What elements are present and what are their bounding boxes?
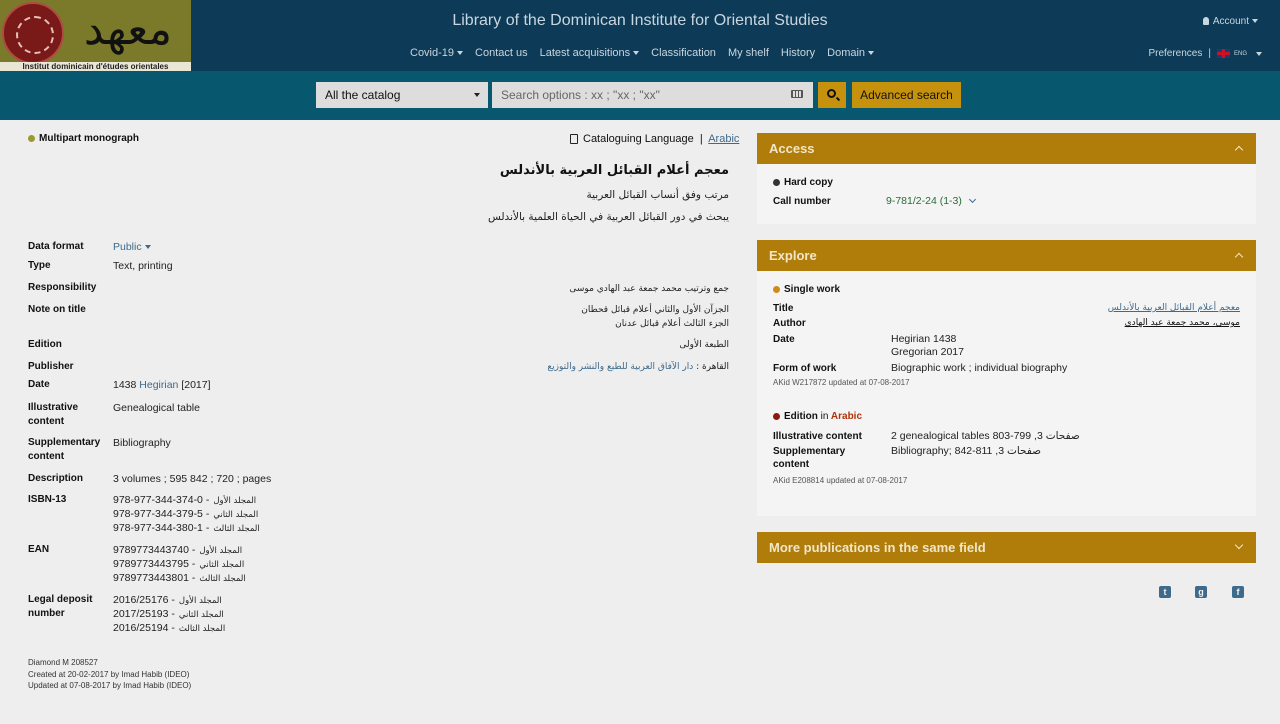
- edition-in: in: [820, 411, 829, 422]
- isbn-volume: المجلد الأول: [213, 496, 257, 506]
- access-panel-header[interactable]: [757, 133, 1256, 164]
- caret-down-icon: [633, 51, 639, 55]
- edition-heading: [773, 410, 973, 423]
- twitter-icon[interactable]: t: [1159, 586, 1171, 598]
- access-panel: [757, 133, 1256, 224]
- search-icon: [827, 89, 836, 98]
- isbn-label: ISBN-13: [28, 494, 67, 505]
- edition-akid: AKid E208814 updated at 07-08-2017: [773, 476, 908, 485]
- legal-deposit-number: 2017/25193 -: [113, 608, 175, 620]
- explore-heading: Explore: [769, 248, 817, 263]
- publisher-label: Publisher: [28, 361, 74, 372]
- nav-contact[interactable]: Contact us: [475, 47, 528, 59]
- edition-language: Arabic: [830, 411, 863, 422]
- ean-number: 9789773443801 -: [113, 572, 196, 584]
- responsibility-value: جمع وترتيب محمد جمعة عبد الهادي موسى: [569, 284, 729, 294]
- cataloguing-language-link[interactable]: Arabic: [708, 133, 740, 145]
- caret-down-icon: [474, 93, 480, 97]
- ean-volume: المجلد الثاني: [199, 560, 245, 570]
- isbn-row: [113, 521, 260, 536]
- cataloguing-language-label: Cataloguing Language: [583, 133, 694, 145]
- edition-supplementary-value: Bibliography; 842-811 ,3 صفحات: [891, 445, 1042, 457]
- edition-value: الطبعة الأولى: [679, 340, 729, 350]
- isbn-volume: المجلد الثالث: [213, 524, 260, 534]
- single-work-label: Single work: [784, 284, 841, 295]
- preferences-link[interactable]: Preferences: [1148, 48, 1203, 59]
- rosette-emblem-icon: [2, 2, 64, 64]
- chevron-down-icon: [1235, 541, 1243, 549]
- separator: |: [1208, 48, 1211, 59]
- chevron-up-icon: [1235, 253, 1243, 261]
- supplementary-content-label: Supplementary content: [28, 437, 101, 462]
- date-gregorian: [2017]: [181, 379, 211, 391]
- hard-copy: [773, 176, 883, 189]
- top-header: [0, 0, 1280, 71]
- work-author-label: Author: [773, 318, 806, 329]
- ean-number: 9789773443795 -: [113, 558, 196, 570]
- legal-deposit-volume: المجلد الثاني: [178, 610, 224, 620]
- hard-copy-label: Hard copy: [784, 177, 833, 188]
- work-author-link[interactable]: موسى، محمد جمعة عبد الهادي: [1124, 318, 1240, 328]
- caret-down-icon: [145, 245, 151, 249]
- institute-logo[interactable]: [0, 0, 191, 71]
- legal-deposit-number: 2016/25176 -: [113, 594, 175, 606]
- record-title: معجم أعلام القبائل العربية بالأندلس: [499, 163, 729, 178]
- explore-panel-header[interactable]: [757, 240, 1256, 271]
- legal-deposit-row: [113, 593, 222, 608]
- ean-row: [113, 557, 244, 572]
- data-format-label: Data format: [28, 241, 84, 252]
- account-menu[interactable]: [1203, 16, 1258, 27]
- access-heading: Access: [769, 141, 815, 156]
- chevron-up-icon: [1235, 146, 1243, 154]
- search-input[interactable]: [492, 82, 813, 108]
- legal-deposit-volume: المجلد الثالث: [178, 624, 226, 634]
- work-date-hegirian: Hegirian 1438: [891, 333, 957, 345]
- form-of-work-value: Biographic work ; individual biography: [891, 362, 1068, 374]
- separator: |: [696, 133, 709, 145]
- ean-row: [113, 571, 246, 586]
- work-title-link[interactable]: معجم أعلام القبائل العربية بالأندلس: [1107, 303, 1240, 313]
- hard-copy-dot: [773, 179, 780, 186]
- cataloguing-language: [570, 133, 739, 145]
- caret-down-icon: [868, 51, 874, 55]
- ean-volume: المجلد الأول: [199, 546, 243, 556]
- legal-deposit-row: [113, 607, 224, 622]
- ean-row: [113, 543, 242, 558]
- date-number: 1438: [113, 379, 137, 391]
- illustrative-content-label: Illustrative content: [28, 402, 79, 427]
- work-date-label: Date: [773, 334, 795, 345]
- legal-deposit-label: Legal deposit number: [28, 594, 93, 619]
- type-label: Type: [28, 260, 51, 271]
- call-number-toggle[interactable]: [886, 195, 975, 208]
- record-updated: Updated at 07-08-2017 by Imad Habib (IDEO): [28, 681, 192, 690]
- language-caret-down-icon[interactable]: [1256, 52, 1262, 56]
- note-on-title-label: Note on title: [28, 304, 86, 315]
- nav-my-shelf[interactable]: My shelf: [727, 47, 769, 59]
- isbn-row: [113, 507, 258, 522]
- explore-panel: [757, 240, 1256, 516]
- legal-deposit-number: 2016/25194 -: [113, 622, 175, 634]
- catalog-scope-select[interactable]: [316, 82, 488, 108]
- data-format-select[interactable]: [113, 240, 151, 254]
- call-number-value: 9-781/2-24 (1-3): [886, 195, 962, 207]
- publisher-link[interactable]: دار الآفاق العربية للطبع والنشر والتوزيع: [547, 362, 694, 372]
- main-nav: [410, 47, 886, 59]
- nav-latest-acquisitions[interactable]: [540, 47, 640, 59]
- logo-arabic-calligraphy: معهد: [83, 4, 173, 55]
- book-icon: [570, 134, 578, 144]
- logo-caption: Institut dominicain d'études orientales: [0, 62, 191, 71]
- description-label: Description: [28, 473, 84, 484]
- more-publications-header[interactable]: [757, 532, 1256, 563]
- user-icon: [1203, 17, 1209, 25]
- search-bar: [0, 71, 1280, 120]
- isbn-number: 978-977-344-379-5 -: [113, 508, 210, 520]
- edition-dot: [773, 413, 780, 420]
- isbn-number: 978-977-344-374-0 -: [113, 494, 210, 506]
- date-calendar-link[interactable]: Hegirian: [139, 379, 179, 391]
- responsibility-label: Responsibility: [28, 282, 97, 293]
- publisher-value: [547, 360, 729, 374]
- record-type: [28, 133, 139, 144]
- nav-classification[interactable]: Classification: [651, 47, 716, 59]
- edition-illustrative-value: 2 genealogical tables 803-799 ,3 صفحات: [891, 430, 1080, 442]
- nav-label: Covid-19: [410, 47, 455, 59]
- record-type-dot: [28, 135, 35, 142]
- language-code: ENG: [1233, 50, 1247, 57]
- legal-deposit-volume: المجلد الأول: [178, 596, 222, 606]
- ean-number: 9789773443740 -: [113, 544, 196, 556]
- date-label: Date: [28, 379, 50, 390]
- isbn-row: [113, 493, 256, 508]
- search-button[interactable]: [818, 82, 846, 108]
- more-publications-heading: More publications in the same field: [769, 540, 986, 555]
- illustrative-content-value: Genealogical table: [113, 402, 200, 414]
- nav-label: Domain: [827, 47, 866, 59]
- ean-volume: المجلد الثالث: [199, 574, 246, 584]
- flag-uk-icon[interactable]: [1217, 49, 1230, 58]
- advanced-search-button[interactable]: Advanced search: [852, 82, 961, 108]
- record-created: Created at 20-02-2017 by Imad Habib (IDEO): [28, 670, 190, 679]
- google-plus-icon[interactable]: g: [1195, 586, 1207, 598]
- work-date-gregorian: Gregorian 2017: [891, 346, 964, 358]
- data-format-value: Public: [113, 241, 142, 253]
- nav-covid[interactable]: [410, 47, 463, 59]
- single-work: [773, 283, 883, 296]
- caret-down-icon: [1252, 19, 1258, 23]
- edition-supplementary-label: Supplementary content: [773, 446, 846, 470]
- record-type-label: Multipart monograph: [39, 133, 139, 144]
- nav-domain[interactable]: [827, 47, 874, 59]
- isbn-volume: المجلد الثاني: [213, 510, 259, 520]
- supplementary-content-value: Bibliography: [113, 437, 171, 449]
- legal-deposit-row: [113, 621, 225, 636]
- caret-down-icon: [457, 51, 463, 55]
- edition-label: Edition: [784, 411, 818, 422]
- single-work-dot: [773, 286, 780, 293]
- isbn-number: 978-977-344-380-1 -: [113, 522, 210, 534]
- edition-illustrative-label: Illustrative content: [773, 431, 862, 442]
- edition-label: Edition: [28, 339, 62, 350]
- call-number-label: Call number: [773, 196, 831, 207]
- type-value: Text, printing: [113, 260, 173, 272]
- form-of-work-label: Form of work: [773, 363, 837, 374]
- record-subtitle-1: مرتب وفق أنساب القبائل العربية: [586, 189, 729, 201]
- work-title-label: Title: [773, 303, 794, 314]
- facebook-icon[interactable]: f: [1232, 586, 1244, 598]
- site-title[interactable]: Library of the Dominican Institute for Oriental Studies: [452, 12, 828, 29]
- chevron-down-icon: [969, 196, 976, 203]
- keyboard-icon[interactable]: [791, 90, 803, 98]
- work-akid: AKid W217872 updated at 07-08-2017: [773, 378, 910, 387]
- account-label: Account: [1212, 16, 1249, 27]
- nav-history[interactable]: History: [780, 47, 816, 59]
- description-value: 3 volumes ; 595 842 ; 720 ; pages: [113, 473, 272, 485]
- more-publications-panel: [757, 532, 1256, 563]
- date-value: [113, 378, 211, 392]
- note-on-title-2: الجزء الثالث أعلام قبائل عدنان: [615, 319, 729, 329]
- scope-value: All the catalog: [325, 88, 401, 102]
- publisher-place: القاهرة :: [696, 362, 729, 372]
- ean-label: EAN: [28, 544, 50, 555]
- nav-label: Latest acquisitions: [539, 47, 631, 59]
- preferences-area: [1148, 48, 1262, 59]
- note-on-title-1: الجزآن الأول والثاني أعلام قبائل قحطان: [581, 305, 729, 315]
- record-subtitle-2: يبحث في دور القبائل العربية في الحياة العلمية بالأندلس: [487, 211, 729, 223]
- record-diamond-id: Diamond M 208527: [28, 658, 98, 667]
